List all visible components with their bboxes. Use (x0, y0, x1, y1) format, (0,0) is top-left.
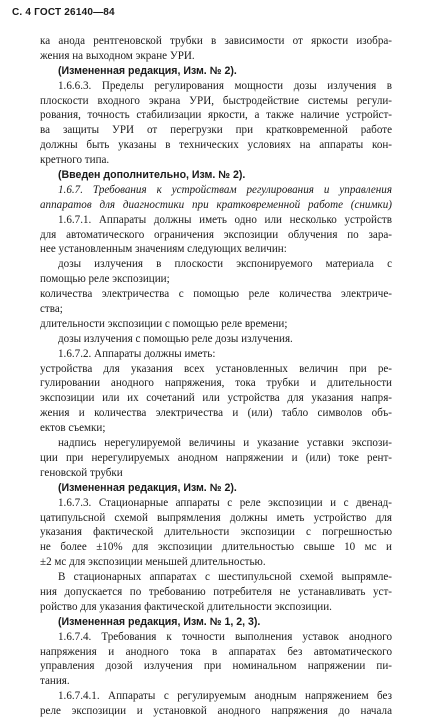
text-line: 1.6.7.4. Требования к точности выполнения уставок анодного (58, 630, 392, 643)
text-line: 1.6.7.1. Аппараты должны иметь одно или несколько устройств (58, 213, 392, 226)
text-line: реле экспозиции и установкой анодного напряжения до начала (40, 705, 392, 718)
text-line: дозы излучения в плоскости экспонируемого материала с (58, 258, 392, 271)
text-line: геновской трубки (40, 466, 123, 479)
page-header: С. 4 ГОСТ 26140—84 (12, 7, 115, 18)
text-line: цатипульсной схемой выпрямления должны иметь устройство для (40, 511, 392, 524)
text-line: не более ±10% для экспозиции длительностью свыше 10 мс и (40, 541, 392, 554)
text-line: жения на выходном экране УРИ. (40, 49, 195, 62)
text-line: ния допускается по требованию потребителя не устанавливать уст- (40, 585, 392, 598)
text-line: жения и количества электричества и (или) табло символов объ- (40, 407, 392, 420)
text-line: количества электричества с помощью реле количества электриче- (40, 288, 392, 301)
text-line: рования, точность стабилизации яркости, а также наличие устройст- (40, 109, 392, 122)
text-line: ектов съемки; (40, 422, 106, 435)
text-line: (Измененная редакция, Изм. № 2). (58, 481, 237, 494)
text-line: экспозиции или их сочетаний или устройства для указания напря- (40, 392, 392, 405)
text-line: указания фактической длительности экспозиции с погрешностью (40, 526, 392, 539)
text-line: 1.6.6.3. Пределы регулирования мощности дозы излучения в (58, 79, 392, 92)
text-line: должны быть указаны в технических условиях на аппараты кон- (40, 139, 392, 152)
text-line: ва защиты УРИ от перегрузки при кратковременной работе (40, 124, 392, 137)
text-line: длительности экспозиции с помощью реле времени; (40, 317, 288, 330)
text-line: 1.6.7.3. Стационарные аппараты с реле экспозиции и с двенад- (58, 496, 392, 509)
text-line: ции при нерегулируемых анодном напряжении и (или) токе рент- (40, 451, 392, 464)
text-line: устройства для указания всех установленных величин при ре- (40, 362, 392, 375)
text-line: кретного типа. (40, 154, 110, 167)
text-line: дозы излучения с помощью реле дозы излучения. (58, 332, 293, 345)
text-line: надпись нерегулируемой величины и указание уставки экспози- (58, 437, 392, 450)
text-line: тания. (40, 675, 70, 688)
text-line: помощью реле экспозиции; (40, 273, 170, 286)
text-line: плоскости входного экрана УРИ, быстродействие системы регули- (40, 94, 392, 107)
text-line: 1.6.7.4.1. Аппараты с регулируемым анодным напряжением без (58, 690, 392, 703)
text-line: 1.6.7.2. Аппараты должны иметь: (58, 347, 216, 360)
text-line: напряжения и анодного тока в аппаратах без автоматического (40, 645, 392, 658)
text-line: (Измененная редакция, Изм. № 2). (58, 64, 237, 77)
text-line: (Введен дополнительно, Изм. № 2). (58, 169, 246, 182)
document-body (40, 34, 392, 719)
text-line: для автоматического ограничения экспозиции облучения по зара- (40, 228, 392, 241)
text-line: (Измененная редакция, Изм. № 1, 2, 3). (58, 615, 261, 628)
text-line: В стационарных аппаратах с шестипульсной схемой выпрямле- (58, 571, 392, 584)
text-line: ±2 мс для экспозиции меньшей длительностью. (40, 556, 266, 569)
text-line: ройство для указания фактической длительности экспозиции. (40, 600, 332, 613)
text-line: нее установленным значениям следующих величин: (40, 243, 287, 256)
text-line: ка анода рентгеновской трубки в зависимости от яркости изобра- (40, 35, 392, 47)
text-line: аппаратов для диагностики при кратковременной работе (снимки) (40, 198, 392, 211)
text-line: управления дозой излучения при номинальном напряжении пи- (40, 660, 392, 673)
text-line: гулировании анодного напряжения, тока трубки и длительности (40, 377, 392, 390)
text-line: ства; (40, 303, 63, 316)
text-line: 1.6.7. Требования к устройствам регулирования и управления (58, 183, 392, 196)
